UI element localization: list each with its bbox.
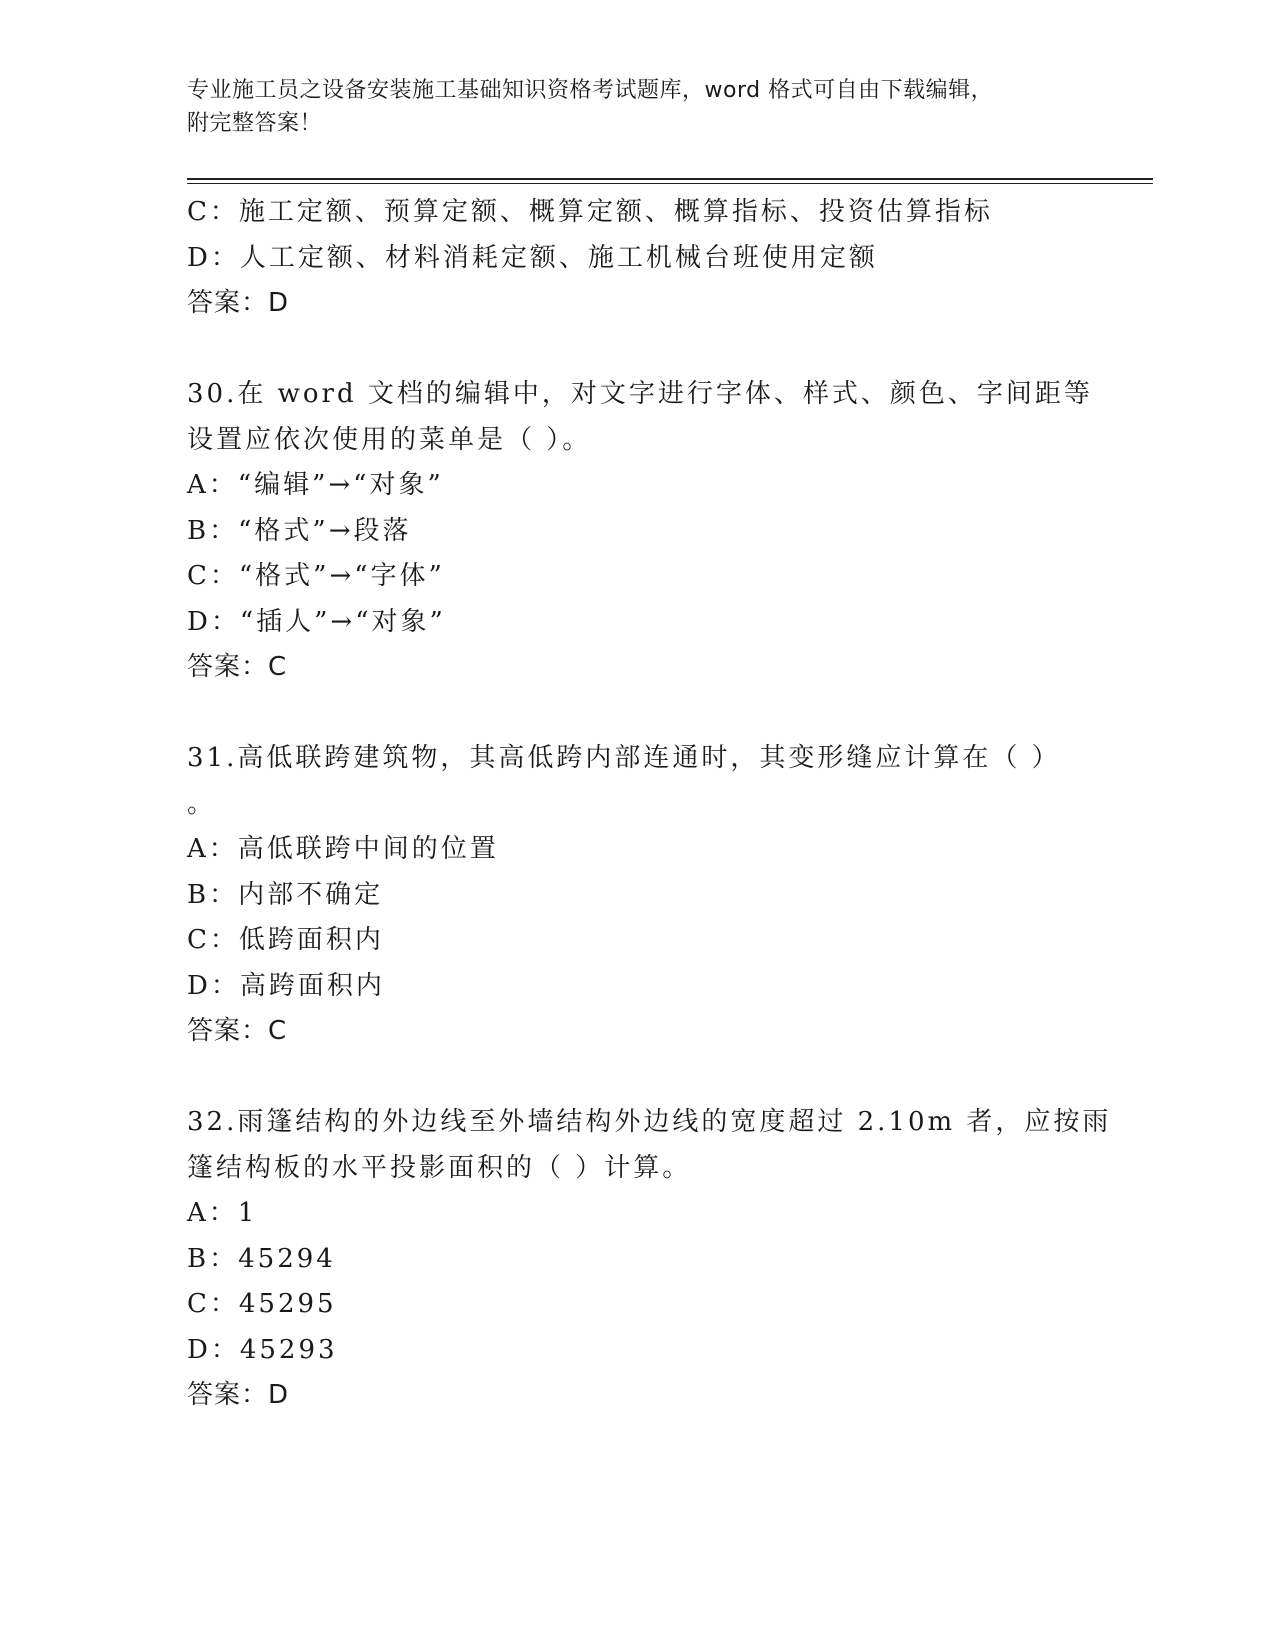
option-a: A：“编辑”→“对象” (187, 470, 444, 500)
question-29-continued (187, 190, 1087, 327)
option-c: C：“格式”→“字体” (187, 561, 445, 591)
spacer (187, 1055, 1087, 1101)
answer-line: 答案：D (187, 1380, 290, 1410)
option-b: B：“格式”→段落 (187, 515, 412, 546)
option-c: C：45295 (187, 1289, 337, 1319)
answer-line: 答案：C (187, 652, 288, 682)
option-c: C：低跨面积内 (187, 925, 384, 955)
question-stem-line: 31.高低联跨建筑物，其高低跨内部连通时，其变形缝应计算在（ ） (187, 743, 1061, 773)
document-header (187, 74, 1067, 140)
answer-line: 答案：D (187, 288, 290, 318)
option-a: A：1 (187, 1198, 258, 1228)
question-stem-line: 30.在 word 文档的编辑中，对文字进行字体、样式、颜色、字间距等 (187, 379, 1093, 409)
spacer (187, 327, 1087, 373)
option-d: D：“插人”→“对象” (187, 606, 446, 637)
question-stem-line: 设置应依次使用的菜单是（ ）。 (187, 424, 592, 455)
header-line-1: 专业施工员之设备安装施工基础知识资格考试题库，word 格式可自由下载编辑， (187, 78, 994, 103)
option-b: B：内部不确定 (187, 879, 384, 910)
header-rule-thick (187, 178, 1153, 180)
option-a: A：高低联跨中间的位置 (187, 834, 499, 864)
option-d: D：人工定额、材料消耗定额、施工机械台班使用定额 (187, 242, 878, 273)
option-d: D：高跨面积内 (187, 970, 385, 1001)
option-b: B：45294 (187, 1243, 336, 1274)
question-30 (187, 372, 1093, 691)
header-line-2: 附完整答案！ (187, 111, 323, 136)
question-body (187, 190, 1112, 1419)
question-stem-line: 。 (187, 788, 217, 819)
question-stem-line: 篷结构板的水平投影面积的（ ）计算。 (187, 1152, 692, 1183)
option-d: D：45293 (187, 1334, 338, 1365)
answer-line: 答案：C (187, 1016, 288, 1046)
question-31 (187, 736, 1087, 1055)
question-32 (187, 1100, 1112, 1419)
header-rule-thin (187, 183, 1153, 184)
option-c: C：施工定额、预算定额、概算定额、概算指标、投资估算指标 (187, 197, 993, 227)
spacer (187, 691, 1087, 737)
question-stem-line: 32.雨篷结构的外边线至外墙结构外边线的宽度超过 2.10m 者，应按雨 (187, 1107, 1112, 1137)
